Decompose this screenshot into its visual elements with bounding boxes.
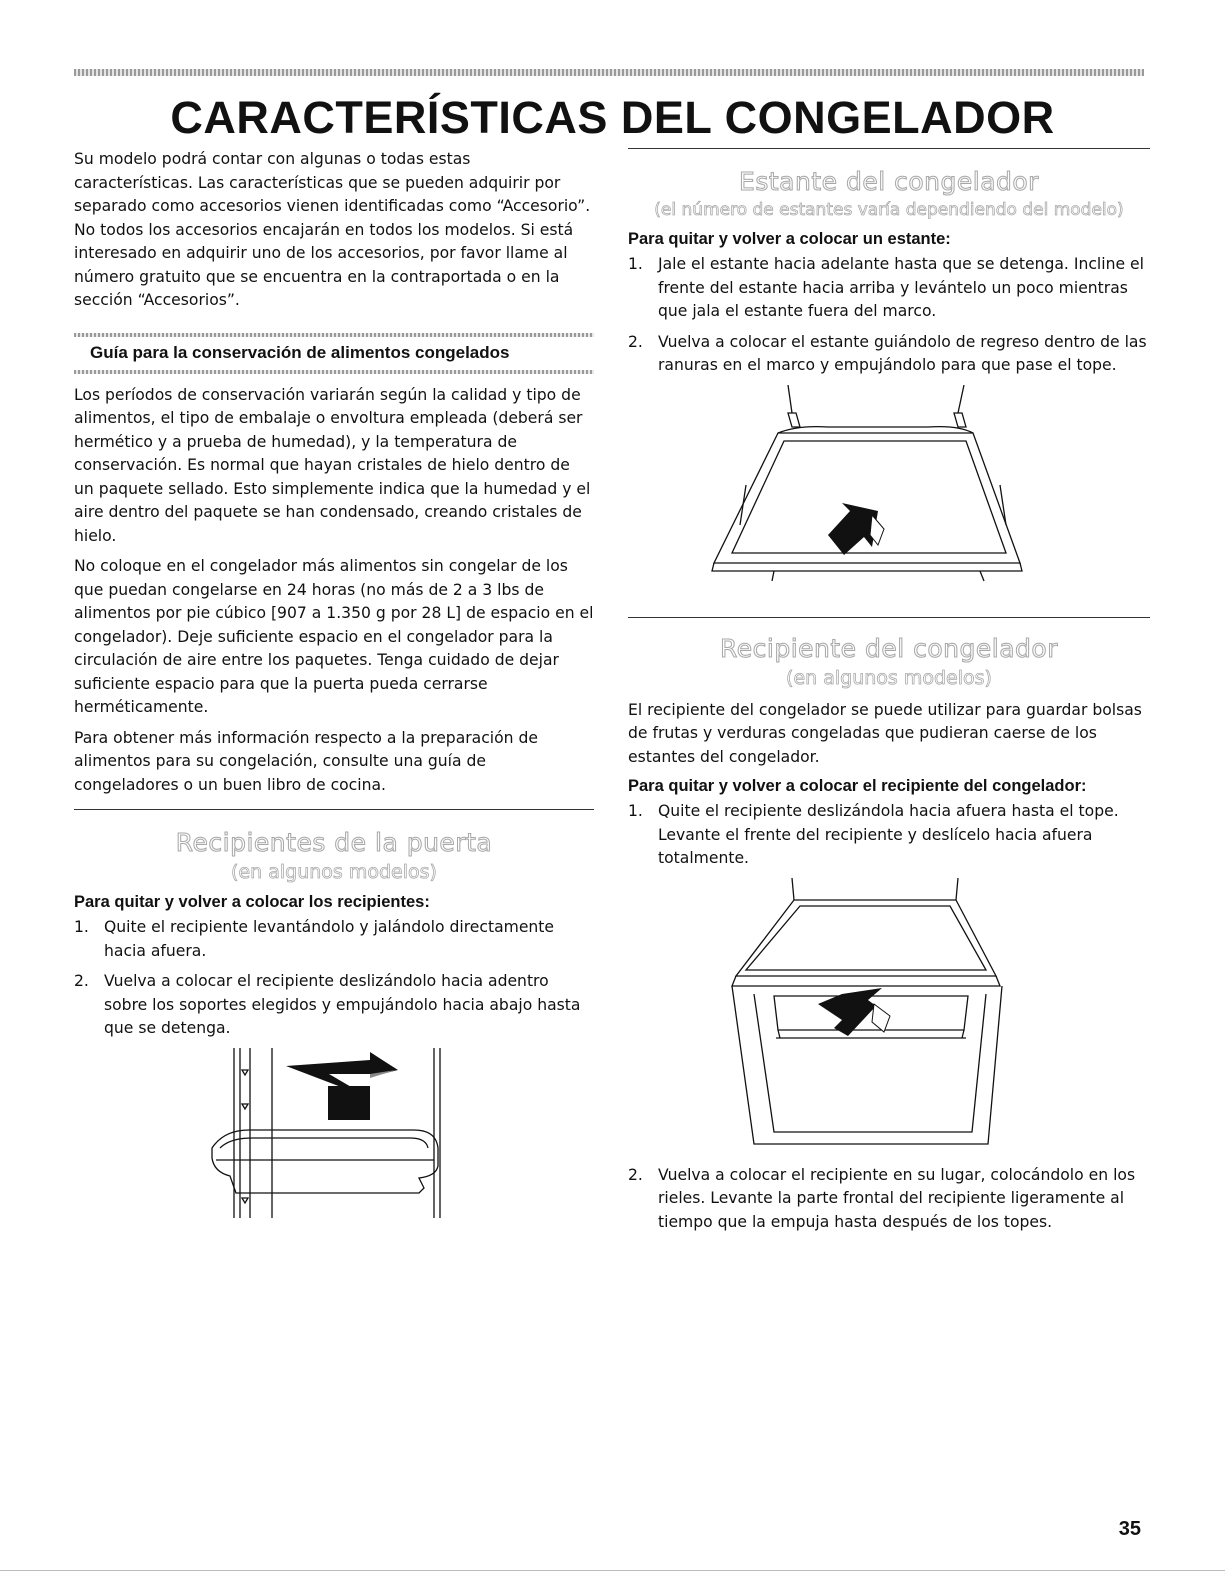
shelf-steps-heading: Para quitar y volver a colocar un estante: — [628, 230, 951, 248]
door-bins-title: Recipientes de la puerta — [175, 828, 493, 857]
shelf-steps — [628, 253, 1150, 378]
guide-heading: Guía para la conservación de alimentos congelados — [90, 342, 510, 362]
basket-steps-first — [628, 800, 1150, 871]
section-divider — [628, 617, 1150, 618]
list-item: 1. Quite el recipiente levantándolo y jalándolo directamente hacia afuera. — [74, 918, 555, 960]
page-number: 35 — [1118, 1518, 1141, 1540]
door-bins-steps-heading: Para quitar y volver a colocar los recipientes: — [74, 893, 430, 911]
list-item: 2. Vuelva a colocar el recipiente en su lugar, colocándolo en los rieles. Levante la parte frontal del recipiente ligeramente al tiempo que la empuja hasta después de los topes. — [628, 1165, 1136, 1231]
shelf-title: Estante del congelador — [739, 167, 1039, 196]
guide-bottom-rule — [74, 370, 594, 374]
list-item: 1. Quite el recipiente deslizándola hacia afuera hasta el tope. Levante el frente del recipiente y deslícelo hacia afuera totalmente. — [628, 802, 1119, 867]
section-divider — [74, 809, 594, 810]
basket-subtitle: (en algunos modelos) — [786, 666, 992, 689]
page-title: CARACTERÍSTICAS DEL CONGELADOR — [170, 92, 1055, 143]
guide-paragraph: Los períodos de conservación variarán según la calidad y tipo de alimentos, el tipo de embalaje o envoltura empleada (deberá ser hermético y a prueba de humedad), y la temperatura de conservación. Es normal que hayan cristales de hielo dentro de un paquete sellado. Esto simplemente indica que la humedad y el aire dentro del paquete se han condensado, creando cristales de hielo. — [74, 385, 591, 545]
basket-steps-heading: Para quitar y volver a colocar el recipiente del congelador: — [628, 777, 1087, 795]
left-column — [74, 148, 594, 1218]
arrow-icon — [828, 503, 884, 555]
guide-paragraph: No coloque en el congelador más alimentos sin congelar de los que puedan congelarse en 24 horas (no más de 2 a 3 lbs de alimentos por pie cúbico [907 a 1.350 g por 28 L] de espacio en el congelador). Deje suficiente espacio en el congelador para la circulación de aire entre los paquetes. Tenga cuidado de dejar suficiente espacio para que la puerta pueda cerrarse herméticamente. — [74, 557, 594, 716]
guide-paragraph: Para obtener más información respecto a la preparación de alimentos para su congelación, consulte una guía de congeladores o un buen libro de cocina. — [74, 728, 538, 794]
right-column — [628, 148, 1150, 1241]
shelf-illustration — [628, 385, 1150, 595]
list-item: 1. Jale el estante hacia adelante hasta que se detenga. Incline el frente del estante hacia arriba y levántelo un poco mientras que jala el estante fuera del marco. — [628, 255, 1144, 320]
basket-title: Recipiente del congelador — [720, 633, 1058, 663]
intro-paragraph: Su modelo podrá contar con algunas o todas estas características. Las características que se pueden adquirir por separado como accesorios vienen identificadas como “Accesorio”. No todos los accesorios encajarán en todos los modelos. Si está interesado en adquirir uno de los accesorios, por favor llame al número gratuito que se encuentra en la contraportada o en la sección “Accesorios”. — [74, 150, 591, 309]
list-item: 2. Vuelva a colocar el estante guiándolo de regreso dentro de las ranuras en el marco y empujándolo para que pase el tope. — [628, 332, 1147, 374]
arrow-icon — [818, 988, 890, 1036]
door-bins-steps — [74, 916, 594, 1041]
bottom-rule — [0, 1570, 1225, 1571]
top-decorative-rule — [74, 69, 1144, 76]
list-item: 2. Vuelva a colocar el recipiente deslizándolo hacia adentro sobre los soportes elegidos y empujándolo hacia abajo hasta que se detenga. — [74, 972, 581, 1037]
door-bin-illustration — [74, 1048, 594, 1218]
basket-illustration — [628, 878, 1150, 1158]
basket-steps-second — [628, 1164, 1150, 1235]
basket-description: El recipiente del congelador se puede utilizar para guardar bolsas de frutas y verduras congeladas que pudieran caerse de los estantes del congelador. — [628, 700, 1142, 766]
shelf-subtitle: (el número de estantes varía dependiendo del modelo) — [654, 200, 1124, 220]
section-divider — [628, 148, 1150, 149]
door-bins-subtitle: (en algunos modelos) — [231, 861, 437, 883]
arrow-icon — [286, 1052, 398, 1120]
